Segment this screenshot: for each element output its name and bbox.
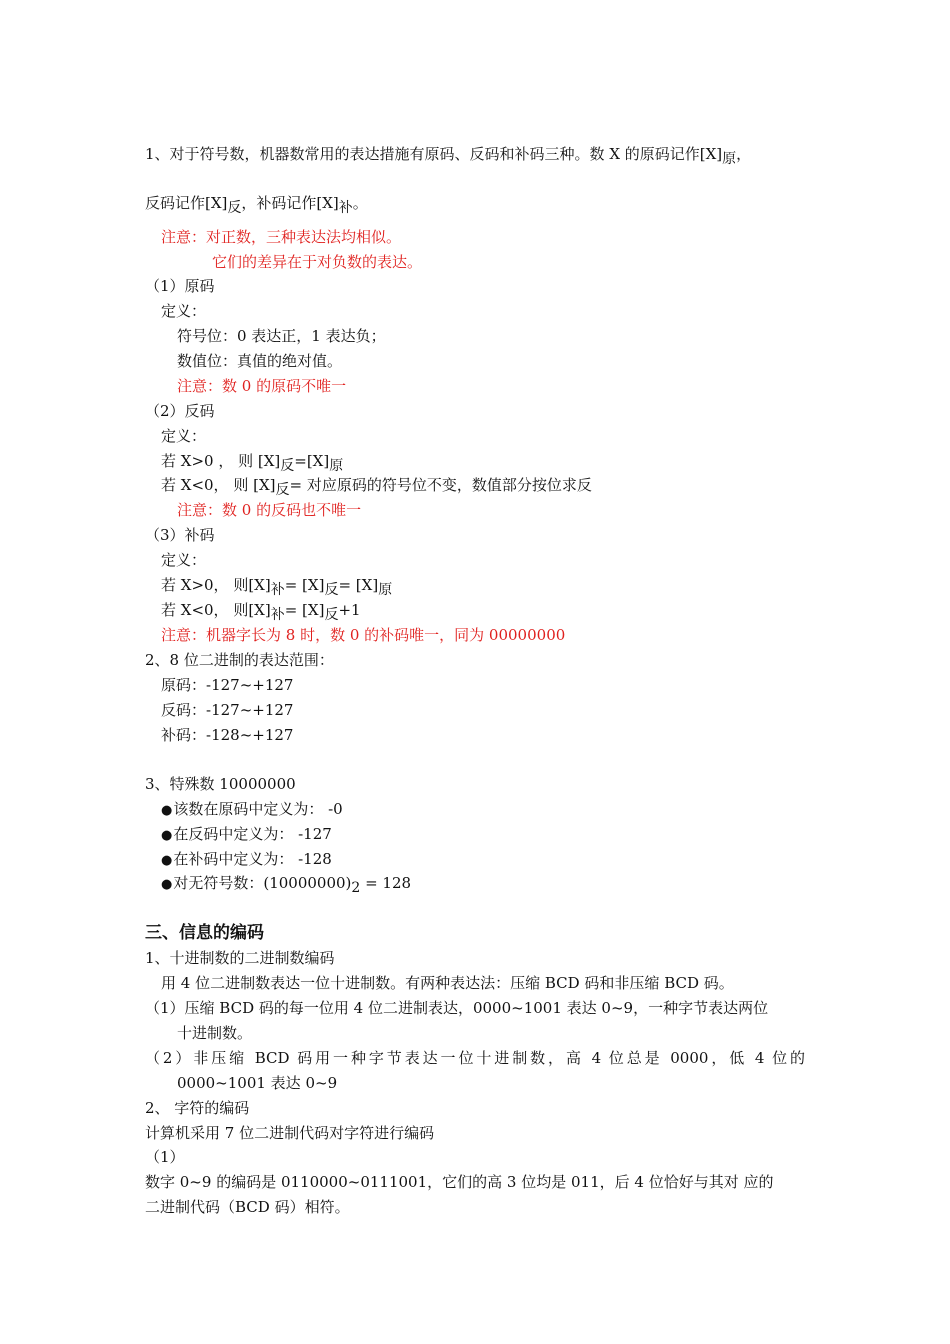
subscript-original: 原 — [378, 582, 393, 598]
char-item-number: （1） — [145, 1148, 185, 1166]
char-heading: 2、 字符的编码 — [145, 1099, 250, 1117]
original-note: 注意：数 0 的原码不唯一 — [177, 377, 347, 395]
subscript-original: 原 — [329, 458, 344, 474]
twos-neg-eq: = [X] — [284, 601, 325, 619]
special-item-value: = 128 — [360, 874, 412, 892]
twos-pos-eq1: = [X] — [284, 576, 325, 594]
note-positive: 注意：对正数，三种表达法均相似。 — [161, 228, 402, 246]
twos-positive-rule — [161, 575, 392, 596]
subscript-original: 原 — [722, 151, 737, 167]
ones-pos-eq: =[X] — [294, 452, 330, 470]
twos-note: 注意：机器字长为 8 时，数 0 的补码唯一，同为 00000000 — [161, 626, 566, 644]
packed-bcd-line-2: 十进制数。 — [177, 1024, 253, 1042]
bullet-icon: ● — [161, 853, 173, 868]
intro-punct-1: ， — [736, 145, 752, 163]
ones-definition-label: 定义： — [161, 427, 207, 445]
special-item — [161, 824, 332, 846]
special-item-text: 该数在原码中定义为： -0 — [173, 800, 343, 818]
range-original: 原码：-127~+127 — [161, 676, 294, 694]
subscript-base: 2 — [351, 880, 361, 896]
bullet-icon: ● — [161, 877, 173, 892]
twos-heading: （3）补码 — [145, 526, 215, 544]
twos-pos-text: 若 X>0， 则[X] — [161, 576, 271, 594]
special-heading: 3、特殊数 10000000 — [145, 775, 296, 793]
intro-text-2: 反码记作[X] — [145, 194, 228, 212]
twos-neg-text: 若 X<0， 则[X] — [161, 601, 271, 619]
range-twos: 补码：-128~+127 — [161, 726, 294, 744]
subscript-ones: 反 — [324, 607, 339, 623]
special-item-text: 在补码中定义为： -128 — [173, 850, 332, 868]
intro-punct-2: 。 — [352, 194, 368, 212]
bcd-intro: 用 4 位二进制数表达一位十进制数。有两种表达法：压缩 BCD 码和非压缩 BCD 码。 — [161, 974, 734, 992]
twos-pos-eq2: = [X] — [338, 576, 379, 594]
ones-pos-text: 若 X>0 ， 则 [X] — [161, 452, 281, 470]
twos-neg-plus: +1 — [338, 601, 361, 619]
subscript-ones: 反 — [275, 482, 290, 498]
special-item — [161, 873, 411, 895]
twos-definition-label: 定义： — [161, 551, 207, 569]
bullet-icon: ● — [161, 828, 173, 843]
bcd-heading: 1、十进制数的二进制数编码 — [145, 949, 335, 967]
special-item — [161, 849, 332, 871]
subscript-twos: 补 — [270, 607, 285, 623]
special-item-text: 对无符号数：(10000000) — [173, 874, 352, 892]
intro-text-1: 1、对于符号数，机器数常用的表达措施有原码、反码和补码三种。数 X 的原码记作[X] — [145, 145, 723, 163]
special-item — [161, 799, 343, 821]
unpacked-bcd-line-1: （2）非压缩 BCD 码用一种字节表达一位十进制数，高 4 位总是 0000，低 4 位的 — [145, 1049, 805, 1067]
intro-line-1 — [145, 144, 751, 165]
original-definition-label: 定义： — [161, 302, 207, 320]
original-sign-bit: 符号位：0 表达正，1 表达负； — [177, 327, 386, 345]
unpacked-bcd-line-2: 0000~1001 表达 0~9 — [177, 1074, 338, 1092]
ones-heading: （2）反码 — [145, 402, 215, 420]
range-ones: 反码：-127~+127 — [161, 701, 294, 719]
subscript-ones: 反 — [324, 582, 339, 598]
ones-neg-text: 若 X<0， 则 [X] — [161, 476, 276, 494]
ones-positive-rule — [161, 451, 343, 472]
original-value-bits: 数值位：真值的绝对值。 — [177, 352, 343, 370]
subscript-ones: 反 — [227, 200, 242, 216]
intro-line-2 — [145, 193, 368, 214]
char-intro: 计算机采用 7 位二进制代码对字符进行编码 — [145, 1124, 435, 1142]
special-item-text: 在反码中定义为： -127 — [173, 825, 332, 843]
packed-bcd-line-1: （1）压缩 BCD 码的每一位用 4 位二进制表达，0000~1001 表达 0~9，一种字节表达两位 — [145, 999, 769, 1017]
section-title: 三、信息的编码 — [145, 923, 264, 943]
ones-neg-desc: = 对应原码的符号位不变，数值部分按位求反 — [289, 476, 592, 494]
note-negative: 它们的差异在于对负数的表达。 — [212, 253, 423, 271]
ones-note: 注意：数 0 的反码也不唯一 — [177, 501, 362, 519]
subscript-twos: 补 — [338, 200, 353, 216]
range-heading: 2、8 位二进制的表达范围： — [145, 651, 334, 669]
twos-negative-rule — [161, 600, 361, 621]
bullet-icon: ● — [161, 803, 173, 818]
ones-negative-rule — [161, 475, 592, 496]
subscript-ones: 反 — [280, 458, 295, 474]
digits-line-1: 数字 0~9 的编码是 0110000~0111001，它们的高 3 位均是 011，后 4 位恰好与其对 应的 — [145, 1173, 774, 1191]
intro-text-3: ，补码记作[X] — [241, 194, 339, 212]
digits-line-2: 二进制代码（BCD 码）相符。 — [145, 1198, 350, 1216]
subscript-twos: 补 — [270, 582, 285, 598]
original-heading: （1）原码 — [145, 277, 215, 295]
